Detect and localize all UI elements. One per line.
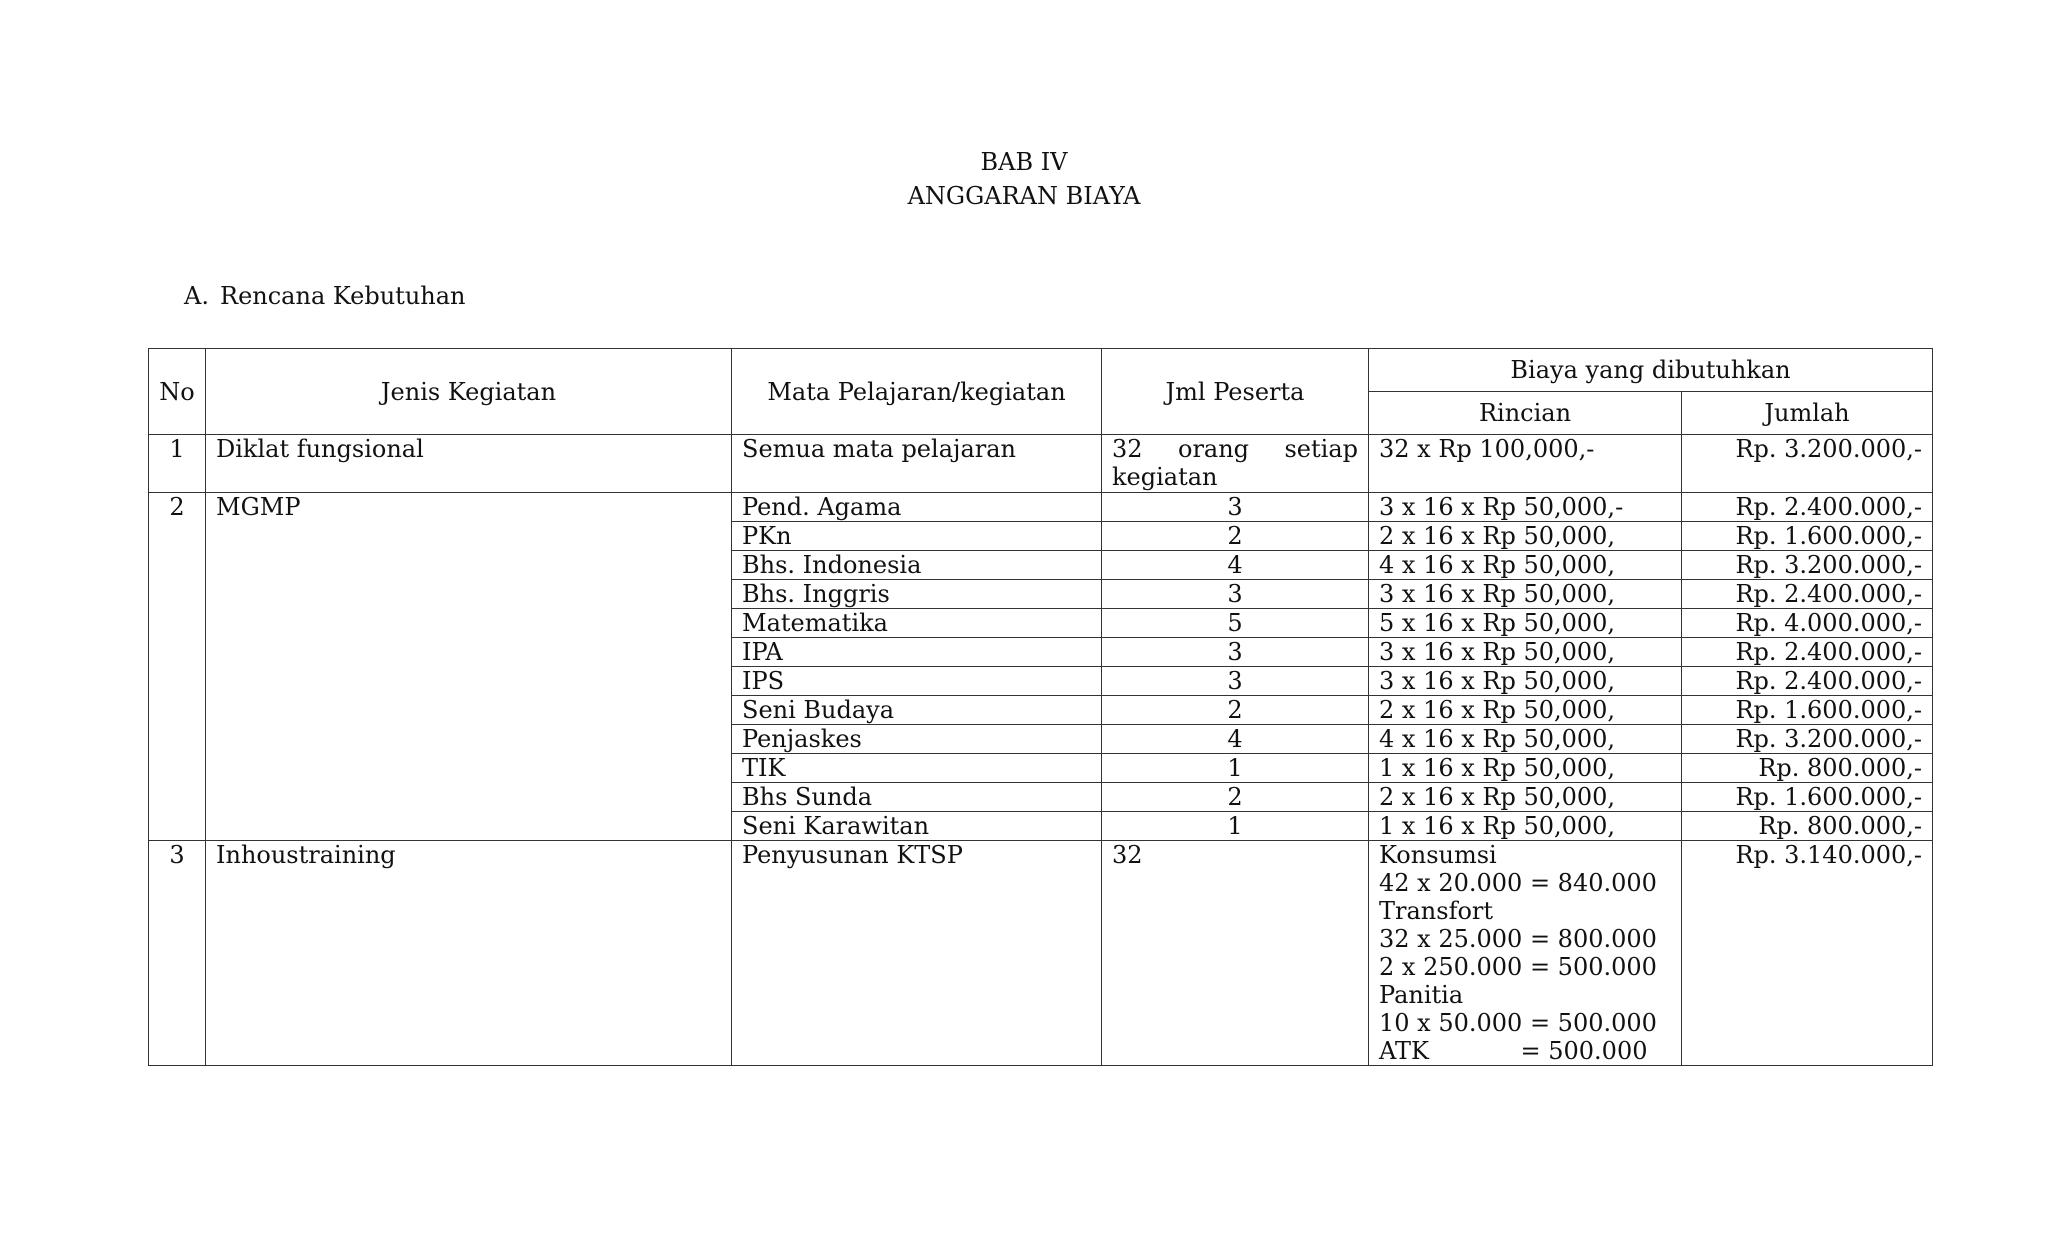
rincian-line: Panitia — [1379, 981, 1464, 1009]
chapter-title: ANGGARAN BIAYA — [907, 182, 1141, 210]
jumlah-cell: Rp. 2.400.000,- — [1682, 493, 1933, 522]
rincian-cell: 4 x 16 x Rp 50,000, — [1369, 725, 1682, 754]
mapel-cell: Seni Budaya — [732, 696, 1102, 725]
peserta-cell: 3 — [1102, 667, 1369, 696]
mapel-cell: Bhs. Indonesia — [732, 551, 1102, 580]
rincian-cell: 2 x 16 x Rp 50,000, — [1369, 522, 1682, 551]
rincian-cell: 2 x 16 x Rp 50,000, — [1369, 783, 1682, 812]
mapel-cell: Matematika — [732, 609, 1102, 638]
mapel-cell: Seni Karawitan — [732, 812, 1102, 841]
mapel-cell: IPS — [732, 667, 1102, 696]
rincian-cell: 3 x 16 x Rp 50,000, — [1369, 638, 1682, 667]
jenis-kegiatan-cell: MGMP — [206, 493, 732, 841]
row-number: 3 — [149, 841, 206, 1066]
rincian-cell: 2 x 16 x Rp 50,000, — [1369, 696, 1682, 725]
mapel-cell: Bhs Sunda — [732, 783, 1102, 812]
table-header-row — [149, 349, 1933, 392]
mapel-cell: Penyusunan KTSP — [732, 841, 1102, 1066]
header-no: No — [149, 349, 206, 435]
jumlah-cell: Rp. 1.600.000,- — [1682, 696, 1933, 725]
table-row — [149, 493, 1933, 522]
jumlah-cell: Rp. 2.400.000,- — [1682, 667, 1933, 696]
rincian-cell: 4 x 16 x Rp 50,000, — [1369, 551, 1682, 580]
mapel-cell: Pend. Agama — [732, 493, 1102, 522]
jumlah-cell: Rp. 4.000.000,- — [1682, 609, 1933, 638]
jumlah-cell: Rp. 1.600.000,- — [1682, 522, 1933, 551]
header-mata-pelajaran: Mata Pelajaran/kegiatan — [732, 349, 1102, 435]
budget-table — [148, 348, 1933, 1066]
peserta-cell: 2 — [1102, 783, 1369, 812]
rincian-cell: 3 x 16 x Rp 50,000, — [1369, 580, 1682, 609]
jumlah-cell: Rp. 3.200.000,- — [1682, 435, 1933, 493]
mapel-cell: Semua mata pelajaran — [732, 435, 1102, 493]
section-heading — [184, 280, 466, 312]
rincian-line: 42 x 20.000 = 840.000 — [1379, 869, 1657, 897]
rincian-line: Konsumsi — [1379, 841, 1497, 869]
header-jml-peserta: Jml Peserta — [1102, 349, 1369, 435]
jenis-kegiatan-cell: Inhoustraining — [206, 841, 732, 1066]
jumlah-cell: Rp. 2.400.000,- — [1682, 638, 1933, 667]
header-jumlah: Jumlah — [1682, 392, 1933, 435]
mapel-cell: PKn — [732, 522, 1102, 551]
jumlah-cell: Rp. 2.400.000,- — [1682, 580, 1933, 609]
header-jenis-kegiatan: Jenis Kegiatan — [206, 349, 732, 435]
rincian-cell: 5 x 16 x Rp 50,000, — [1369, 609, 1682, 638]
mapel-cell: TIK — [732, 754, 1102, 783]
jumlah-cell: Rp. 1.600.000,- — [1682, 783, 1933, 812]
rincian-line: 2 x 250.000 = 500.000 — [1379, 953, 1657, 981]
peserta-cell: 32 — [1102, 841, 1369, 1066]
peserta-cell: 2 — [1102, 522, 1369, 551]
rincian-line: 10 x 50.000 = 500.000 — [1379, 1009, 1657, 1037]
jenis-kegiatan-cell: Diklat fungsional — [206, 435, 732, 493]
peserta-cell: 5 — [1102, 609, 1369, 638]
peserta-cell: 32 orang setiap kegiatan — [1102, 435, 1369, 493]
peserta-cell: 2 — [1102, 696, 1369, 725]
peserta-cell: 1 — [1102, 812, 1369, 841]
header-rincian: Rincian — [1369, 392, 1682, 435]
table-row — [149, 841, 1933, 1066]
rincian-cell: 32 x Rp 100,000,- — [1369, 435, 1682, 493]
section-title: Rencana Kebutuhan — [220, 282, 466, 310]
rincian-cell: 1 x 16 x Rp 50,000, — [1369, 754, 1682, 783]
row-number: 2 — [149, 493, 206, 841]
header-biaya: Biaya yang dibutuhkan — [1369, 349, 1933, 392]
mapel-cell: IPA — [732, 638, 1102, 667]
rincian-cell: 3 x 16 x Rp 50,000, — [1369, 667, 1682, 696]
rincian-cell: 3 x 16 x Rp 50,000,- — [1369, 493, 1682, 522]
rincian-line: ATK = 500.000 — [1379, 1037, 1648, 1065]
rincian-line: Transfort — [1379, 897, 1494, 925]
jumlah-cell: Rp. 800.000,- — [1682, 812, 1933, 841]
jumlah-cell: Rp. 800.000,- — [1682, 754, 1933, 783]
mapel-cell: Bhs. Inggris — [732, 580, 1102, 609]
rincian-line: 32 x 25.000 = 800.000 — [1379, 925, 1657, 953]
peserta-cell: 4 — [1102, 551, 1369, 580]
peserta-cell: 1 — [1102, 754, 1369, 783]
peserta-cell: 3 — [1102, 493, 1369, 522]
chapter-heading: BAB IV — [980, 148, 1068, 176]
rincian-cell: 1 x 16 x Rp 50,000, — [1369, 812, 1682, 841]
peserta-cell: 3 — [1102, 580, 1369, 609]
jumlah-cell: Rp. 3.200.000,- — [1682, 725, 1933, 754]
section-letter: A. — [184, 282, 209, 310]
jumlah-cell: Rp. 3.140.000,- — [1682, 841, 1933, 1066]
jumlah-cell: Rp. 3.200.000,- — [1682, 551, 1933, 580]
table-row — [149, 435, 1933, 493]
peserta-cell: 3 — [1102, 638, 1369, 667]
mapel-cell: Penjaskes — [732, 725, 1102, 754]
row-number: 1 — [149, 435, 206, 493]
peserta-cell: 4 — [1102, 725, 1369, 754]
rincian-cell — [1369, 841, 1682, 1066]
